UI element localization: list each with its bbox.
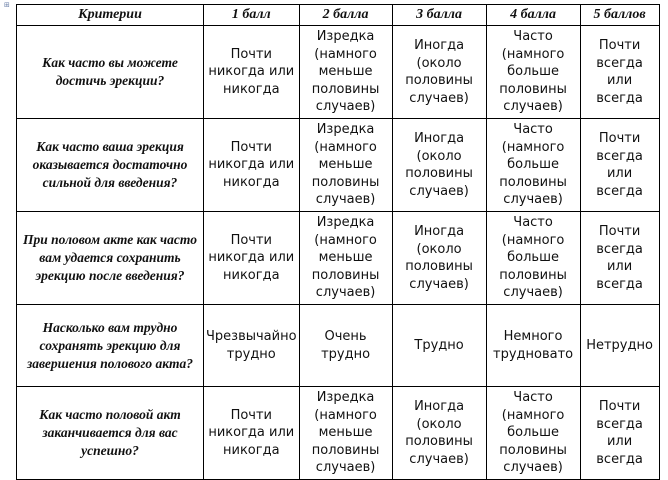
criterion-cell: Как часто ваша эрекция оказывается достаточно сильной для введения? (17, 119, 204, 212)
table-row (17, 387, 660, 480)
header-score-5: 5 баллов (580, 5, 659, 26)
score-cell: Изредка (намного меньше половины случаев) (299, 26, 392, 119)
score-cell: Трудно (392, 305, 486, 387)
score-cell: Почти никогда или никогда (204, 387, 300, 480)
iief-table-container (16, 4, 660, 480)
criterion-cell: Как часто половой акт заканчивается для вас успешно? (17, 387, 204, 480)
score-cell: Часто (намного больше половины случаев) (486, 387, 580, 480)
score-cell: Почти всегда или всегда (580, 387, 659, 480)
score-cell: Почти всегда или всегда (580, 26, 659, 119)
header-score-4: 4 балла (486, 5, 580, 26)
score-cell: Изредка (намного меньше половины случаев) (299, 387, 392, 480)
score-cell: Иногда (около половины случаев) (392, 119, 486, 212)
score-cell: Часто (намного больше половины случаев) (486, 212, 580, 305)
score-cell: Нетрудно (580, 305, 659, 387)
table-row (17, 212, 660, 305)
iief-score-table (16, 4, 660, 480)
criterion-cell: Насколько вам трудно сохранять эрекцию для завершения полового акта? (17, 305, 204, 387)
header-row (17, 5, 660, 26)
header-score-2: 2 балла (299, 5, 392, 26)
score-cell: Иногда (около половины случаев) (392, 387, 486, 480)
score-cell: Почти никогда или никогда (204, 212, 300, 305)
table-row (17, 305, 660, 387)
table-move-handle-icon: ⊞ (4, 1, 10, 9)
score-cell: Иногда (около половины случаев) (392, 26, 486, 119)
score-cell: Часто (намного больше половины случаев) (486, 119, 580, 212)
header-criteria: Критерии (17, 5, 204, 26)
header-score-1: 1 балл (204, 5, 300, 26)
score-cell: Почти всегда или всегда (580, 119, 659, 212)
score-cell: Чрезвычайно трудно (204, 305, 300, 387)
table-row (17, 119, 660, 212)
score-cell: Часто (намного больше половины случаев) (486, 26, 580, 119)
score-cell: Почти никогда или никогда (204, 26, 300, 119)
score-cell: Очень трудно (299, 305, 392, 387)
criterion-cell: Как часто вы можете достичь эрекции? (17, 26, 204, 119)
header-score-3: 3 балла (392, 5, 486, 26)
table-row (17, 26, 660, 119)
criterion-cell: При половом акте как часто вам удается сохранить эрекцию после введения? (17, 212, 204, 305)
score-cell: Изредка (намного меньше половины случаев) (299, 119, 392, 212)
score-cell: Изредка (намного меньше половины случаев) (299, 212, 392, 305)
score-cell: Почти никогда или никогда (204, 119, 300, 212)
score-cell: Почти всегда или всегда (580, 212, 659, 305)
score-cell: Иногда (около половины случаев) (392, 212, 486, 305)
score-cell: Немного трудновато (486, 305, 580, 387)
